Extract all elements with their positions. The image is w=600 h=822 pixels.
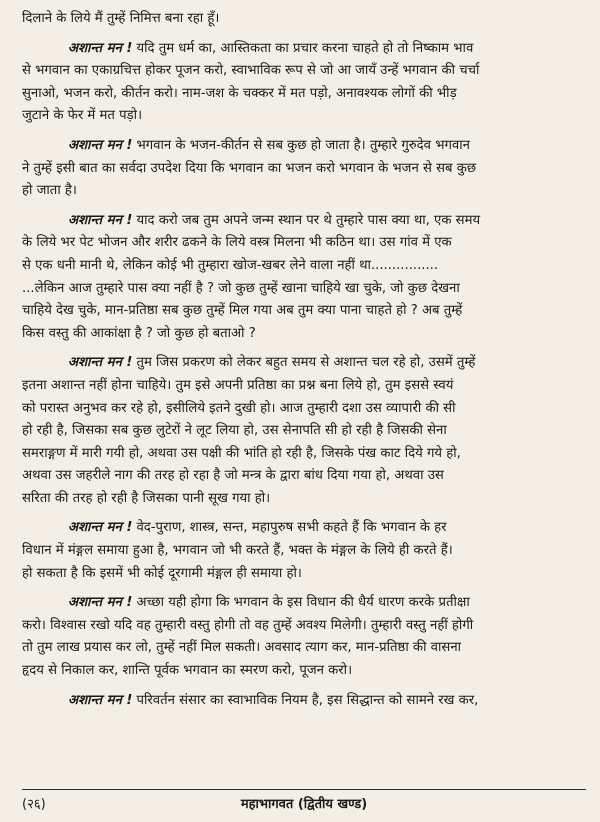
line-text: वेद-पुराण, शास्त्र, सन्त, महापुरुष सभी कहते हैं कि भगवान के हर	[136, 520, 447, 536]
line-text: यदि तुम धर्म का, आस्तिकता का प्रचार करना चाहते हो तो निष्काम भाव	[136, 40, 474, 56]
line-text: समराङ्गण में मारी गयी हो, अथवा उस पक्षी की भांति हो रही है, जिसके पंख काट दिये गये हो,	[22, 445, 461, 461]
text-line	[22, 8, 586, 31]
text-line	[22, 105, 586, 128]
line-text: ने तुम्हें इसी बात का सर्वदा उपदेश दिया कि भगवान का भजन करो भगवान के भजन से सब कुछ	[22, 160, 477, 176]
line-text: याद करो जब तुम अपने जन्म स्थान पर थे तुम्हारे पास क्या था, एक समय	[136, 212, 481, 228]
text-line	[22, 232, 586, 255]
text-line	[22, 660, 586, 683]
text-line	[22, 180, 586, 203]
line-text: तुम जिस प्रकरण को लेकर बहुत समय से अशान्त चल रहे हो, उसमें तुम्हें	[136, 355, 476, 371]
page-footer	[22, 789, 586, 814]
book-title: महाभागवत (द्वितीय खण्ड)	[240, 797, 368, 812]
line-text: अथवा उस जहरीले नाग की तरह हो रहा है जो मन्त्र के द्वारा बांध दिया गया हो, अथवा उस	[22, 468, 444, 484]
line-text: से भगवान का एकाग्रचित्त होकर पूजन करो, स्वाभाविक रूप से जो आ जायँ उन्हें भगवान की चर्चा	[22, 63, 480, 79]
line-text: हो रही है, जिसका सब कुछ लुटेरों ने लूट लिया हो, उस सेनापति सी हो रही है जिसकी सेना	[22, 423, 447, 439]
text-line	[22, 637, 586, 660]
text-line	[22, 210, 586, 233]
paragraph	[22, 210, 586, 346]
line-text: हो जाता है।	[22, 183, 77, 199]
line-text: सरिता की तरह हो रही है जिसका पानी सूख गया हो।	[22, 490, 271, 506]
text-line	[22, 352, 586, 375]
text-line	[22, 517, 586, 540]
page-body	[22, 8, 586, 712]
text-line	[22, 38, 586, 61]
speaker-label: अशान्त मन !	[68, 40, 133, 56]
text-line	[22, 540, 586, 563]
speaker-label: अशान्त मन !	[68, 692, 133, 708]
line-text: जुटाने के फेर में मत पड़ो।	[22, 108, 143, 124]
text-line	[22, 563, 586, 586]
text-line	[22, 135, 586, 158]
line-text: को परास्त अनुभव कर रहे हो, इसीलिये इतने दुखी हो। आज तुम्हारी दशा उस व्यापारी की सी	[22, 400, 456, 416]
text-line	[22, 60, 586, 83]
line-text: ...लेकिन आज तुम्हारे पास क्या नहीं है ? जो कुछ तुम्हें खाना चाहिये खा चुके, जो कुछ देखना	[22, 280, 460, 296]
paragraph	[22, 592, 586, 682]
text-line	[22, 323, 586, 346]
line-text: विधान में मंङ्गल समाया हुआ है, भगवान जो भी करते हैं, भक्त के मंङ्गल के लिये ही करते हैं।	[22, 543, 453, 559]
text-line	[22, 690, 586, 713]
line-text: परिवर्तन संसार का स्वाभाविक नियम है, इस सिद्धान्त को सामने रख कर,	[136, 692, 479, 708]
speaker-label: अशान्त मन !	[68, 137, 133, 153]
text-line	[22, 158, 586, 181]
text-line	[22, 465, 586, 488]
line-text: सुनाओ, भजन करो, कीर्तन करो। नाम-जश के चक्कर में मत पड़ो, अनावश्यक लोगों की भीड़	[22, 85, 457, 101]
line-text: के लिये भर पेट भोजन और शरीर ढकने के लिये वस्त्र मिलना भी कठिन था। उस गांव में एक	[22, 235, 452, 251]
line-text: चाहिये देख चुके, मान-प्रतिष्ठा सब कुछ तुम्हें मिल गया अब तुम क्या पाना चाहते हो ? अब तुम्हें	[22, 303, 463, 319]
line-text: अच्छा यही होगा कि भगवान के इस विधान की धैर्य धारण करके प्रतीक्षा	[136, 595, 470, 611]
text-line	[22, 420, 586, 443]
text-line	[22, 592, 586, 615]
text-line	[22, 443, 586, 466]
page-number: (२६)	[22, 797, 46, 812]
speaker-label: अशान्त मन !	[68, 520, 133, 536]
text-line	[22, 300, 586, 323]
line-text: हो सकता है कि इसमें भी कोई दूरगामी मंङ्गल ही समाया हो।	[22, 565, 302, 581]
line-text: इतना अशान्त नहीं होना चाहिये। तुम इसे अपनी प्रतिष्ठा का प्रश्न बना लिये हो, तुम इससे स्वयं	[22, 377, 454, 393]
text-line	[22, 83, 586, 106]
speaker-label: अशान्त मन !	[68, 355, 133, 371]
line-text: करो। विश्वास रखो यदि वह तुम्हारी वस्तु होगी तो वह तुम्हें अवश्य मिलेगी। तुम्हारी वस्तु नहीं होगी	[22, 617, 474, 633]
text-line	[22, 255, 586, 278]
line-text: तो तुम लाख प्रयास कर लो, तुम्हें नहीं मिल सकती। अवसाद त्याग कर, मान-प्रतिष्ठा की वासना	[22, 640, 462, 656]
line-text: दिलाने के लिये मैं तुम्हें निमित्त बना रहा हूँ।	[22, 11, 220, 26]
text-line	[22, 615, 586, 638]
line-text: से एक धनी मानी थे, लेकिन कोई भी तुम्हारा खोज-खबर लेने वाला नहीं था................	[22, 257, 439, 273]
paragraph	[22, 517, 586, 585]
paragraph	[22, 8, 586, 31]
paragraph	[22, 352, 586, 510]
paragraph	[22, 135, 586, 203]
paragraph	[22, 690, 586, 713]
speaker-label: अशान्त मन !	[68, 595, 133, 611]
text-line	[22, 488, 586, 511]
text-line	[22, 375, 586, 398]
text-line	[22, 398, 586, 421]
line-text: हृदय से निकाल कर, शान्ति पूर्वक भगवान का स्मरण करो, पूजन करो।	[22, 663, 353, 679]
line-text: किस वस्तु की आकांक्षा है ? जो कुछ हो बताओ ?	[22, 325, 256, 341]
line-text: भगवान के भजन-कीर्तन से सब कुछ हो जाता है। तुम्हारे गुरुदेव भगवान	[136, 137, 470, 153]
text-line	[22, 278, 586, 301]
paragraph	[22, 38, 586, 128]
speaker-label: अशान्त मन !	[68, 212, 133, 228]
